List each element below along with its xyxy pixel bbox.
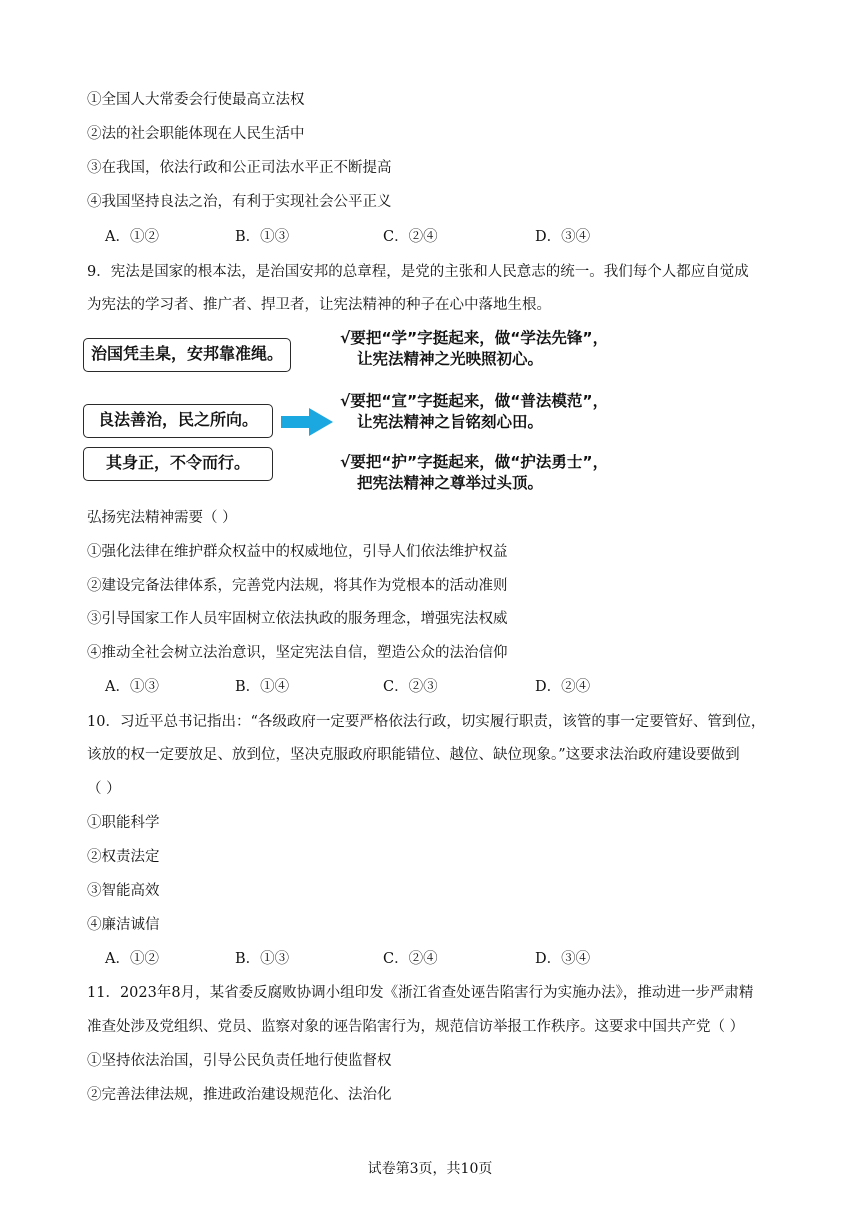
- q9-option-3: ③引导国家工作人员牢固树立依法执政的服务理念，增强宪法权威: [87, 611, 508, 627]
- requirement-1-line-2: 让宪法精神之光映照初心。: [357, 350, 544, 368]
- arrow-icon: [279, 406, 335, 438]
- figure-box-2: 良法善治，民之所向。: [83, 404, 273, 438]
- q8-option-4: ④我国坚持良法之治，有利于实现社会公平正义: [87, 194, 392, 210]
- requirement-3-line-1: √要把“护”字挺起来，做“护法勇士”，: [340, 453, 609, 471]
- q8-choice-c[interactable]: C．②④: [383, 229, 438, 245]
- q10-stem-line-3: （ ）: [87, 781, 121, 797]
- q9-option-2: ②建设完备法律体系，完善党内法规，将其作为党根本的活动准则: [87, 578, 508, 594]
- page-footer: 试卷第3页，共10页: [367, 1161, 493, 1177]
- q10-stem-line-1: 10．习近平总书记指出：“各级政府一定要严格依法行政，切实履行职责，该管的事一定要管好、管到位，: [87, 714, 766, 730]
- requirement-2-line-2: 让宪法精神之旨铭刻心田。: [357, 413, 544, 431]
- q11-stem-line-1: 11．2023年8月，某省委反腐败协调小组印发《浙江省查处诬告陷害行为实施办法》，推动进一步严肃精: [87, 985, 754, 1001]
- q10-stem-line-2: 该放的权一定要放足、放到位，坚决克服政府职能错位、越位、缺位现象。”这要求法治政府建设要做到: [87, 747, 740, 763]
- q10-option-2: ②权责法定: [87, 849, 160, 865]
- q9-choices: [0, 677, 860, 697]
- q8-option-2: ②法的社会职能体现在人民生活中: [87, 126, 305, 142]
- q10-choice-d[interactable]: D．③④: [535, 951, 591, 967]
- figure-box-3: 其身正，不令而行。: [83, 447, 273, 481]
- requirement-3-line-2: 把宪法精神之尊举过头顶。: [357, 474, 544, 492]
- q9-stem-line-2: 为宪法的学习者、推广者、捍卫者，让宪法精神的种子在心中落地生根。: [87, 297, 551, 313]
- q9-option-4: ④推动全社会树立法治意识，坚定宪法自信，塑造公众的法治信仰: [87, 645, 508, 661]
- q10-option-3: ③智能高效: [87, 883, 160, 899]
- q9-option-1: ①强化法律在维护群众权益中的权威地位，引导人们依法维护权益: [87, 544, 508, 560]
- q9-stem-line-1: 9．宪法是国家的根本法，是治国安邦的总章程，是党的主张和人民意志的统一。我们每个人都应自觉成: [87, 264, 749, 280]
- requirement-1-line-1: √要把“学”字挺起来，做“学法先锋”，: [340, 329, 609, 347]
- q11-option-1: ①坚持依法治国，引导公民负责任地行使监督权: [87, 1053, 392, 1069]
- figure-requirement-2: [340, 391, 608, 433]
- requirement-2-line-1: √要把“宣”字挺起来，做“普法模范”，: [340, 392, 609, 410]
- q10-choice-b[interactable]: B．①③: [235, 951, 290, 967]
- q9-choice-c[interactable]: C．②③: [383, 679, 438, 695]
- q8-choice-d[interactable]: D．③④: [535, 229, 591, 245]
- q10-option-4: ④廉洁诚信: [87, 917, 160, 933]
- q9-question: 弘扬宪法精神需要（ ）: [87, 510, 237, 526]
- figure-box-1: 治国凭圭臬，安邦靠准绳。: [83, 338, 291, 372]
- q8-choice-a[interactable]: A．①②: [105, 229, 159, 245]
- q8-choice-b[interactable]: B．①③: [235, 229, 290, 245]
- q9-choice-b[interactable]: B．①④: [235, 679, 290, 695]
- q10-choice-c[interactable]: C．②④: [383, 951, 438, 967]
- q10-option-1: ①职能科学: [87, 815, 160, 831]
- q10-choice-a[interactable]: A．①②: [105, 951, 159, 967]
- figure-requirement-1: [340, 328, 608, 370]
- q9-choice-d[interactable]: D．②④: [535, 679, 591, 695]
- q8-choices: [0, 227, 860, 247]
- q9-choice-a[interactable]: A．①③: [105, 679, 159, 695]
- q8-option-3: ③在我国，依法行政和公正司法水平正不断提高: [87, 160, 392, 176]
- figure-requirement-3: [340, 452, 608, 494]
- q11-option-2: ②完善法律法规，推进政治建设规范化、法治化: [87, 1087, 392, 1103]
- q8-option-1: ①全国人大常委会行使最高立法权: [87, 92, 305, 108]
- q10-choices: [0, 949, 860, 969]
- q11-stem-line-2: 准查处涉及党组织、党员、监察对象的诬告陷害行为，规范信访举报工作秩序。这要求中国共产党（ ）: [87, 1019, 745, 1035]
